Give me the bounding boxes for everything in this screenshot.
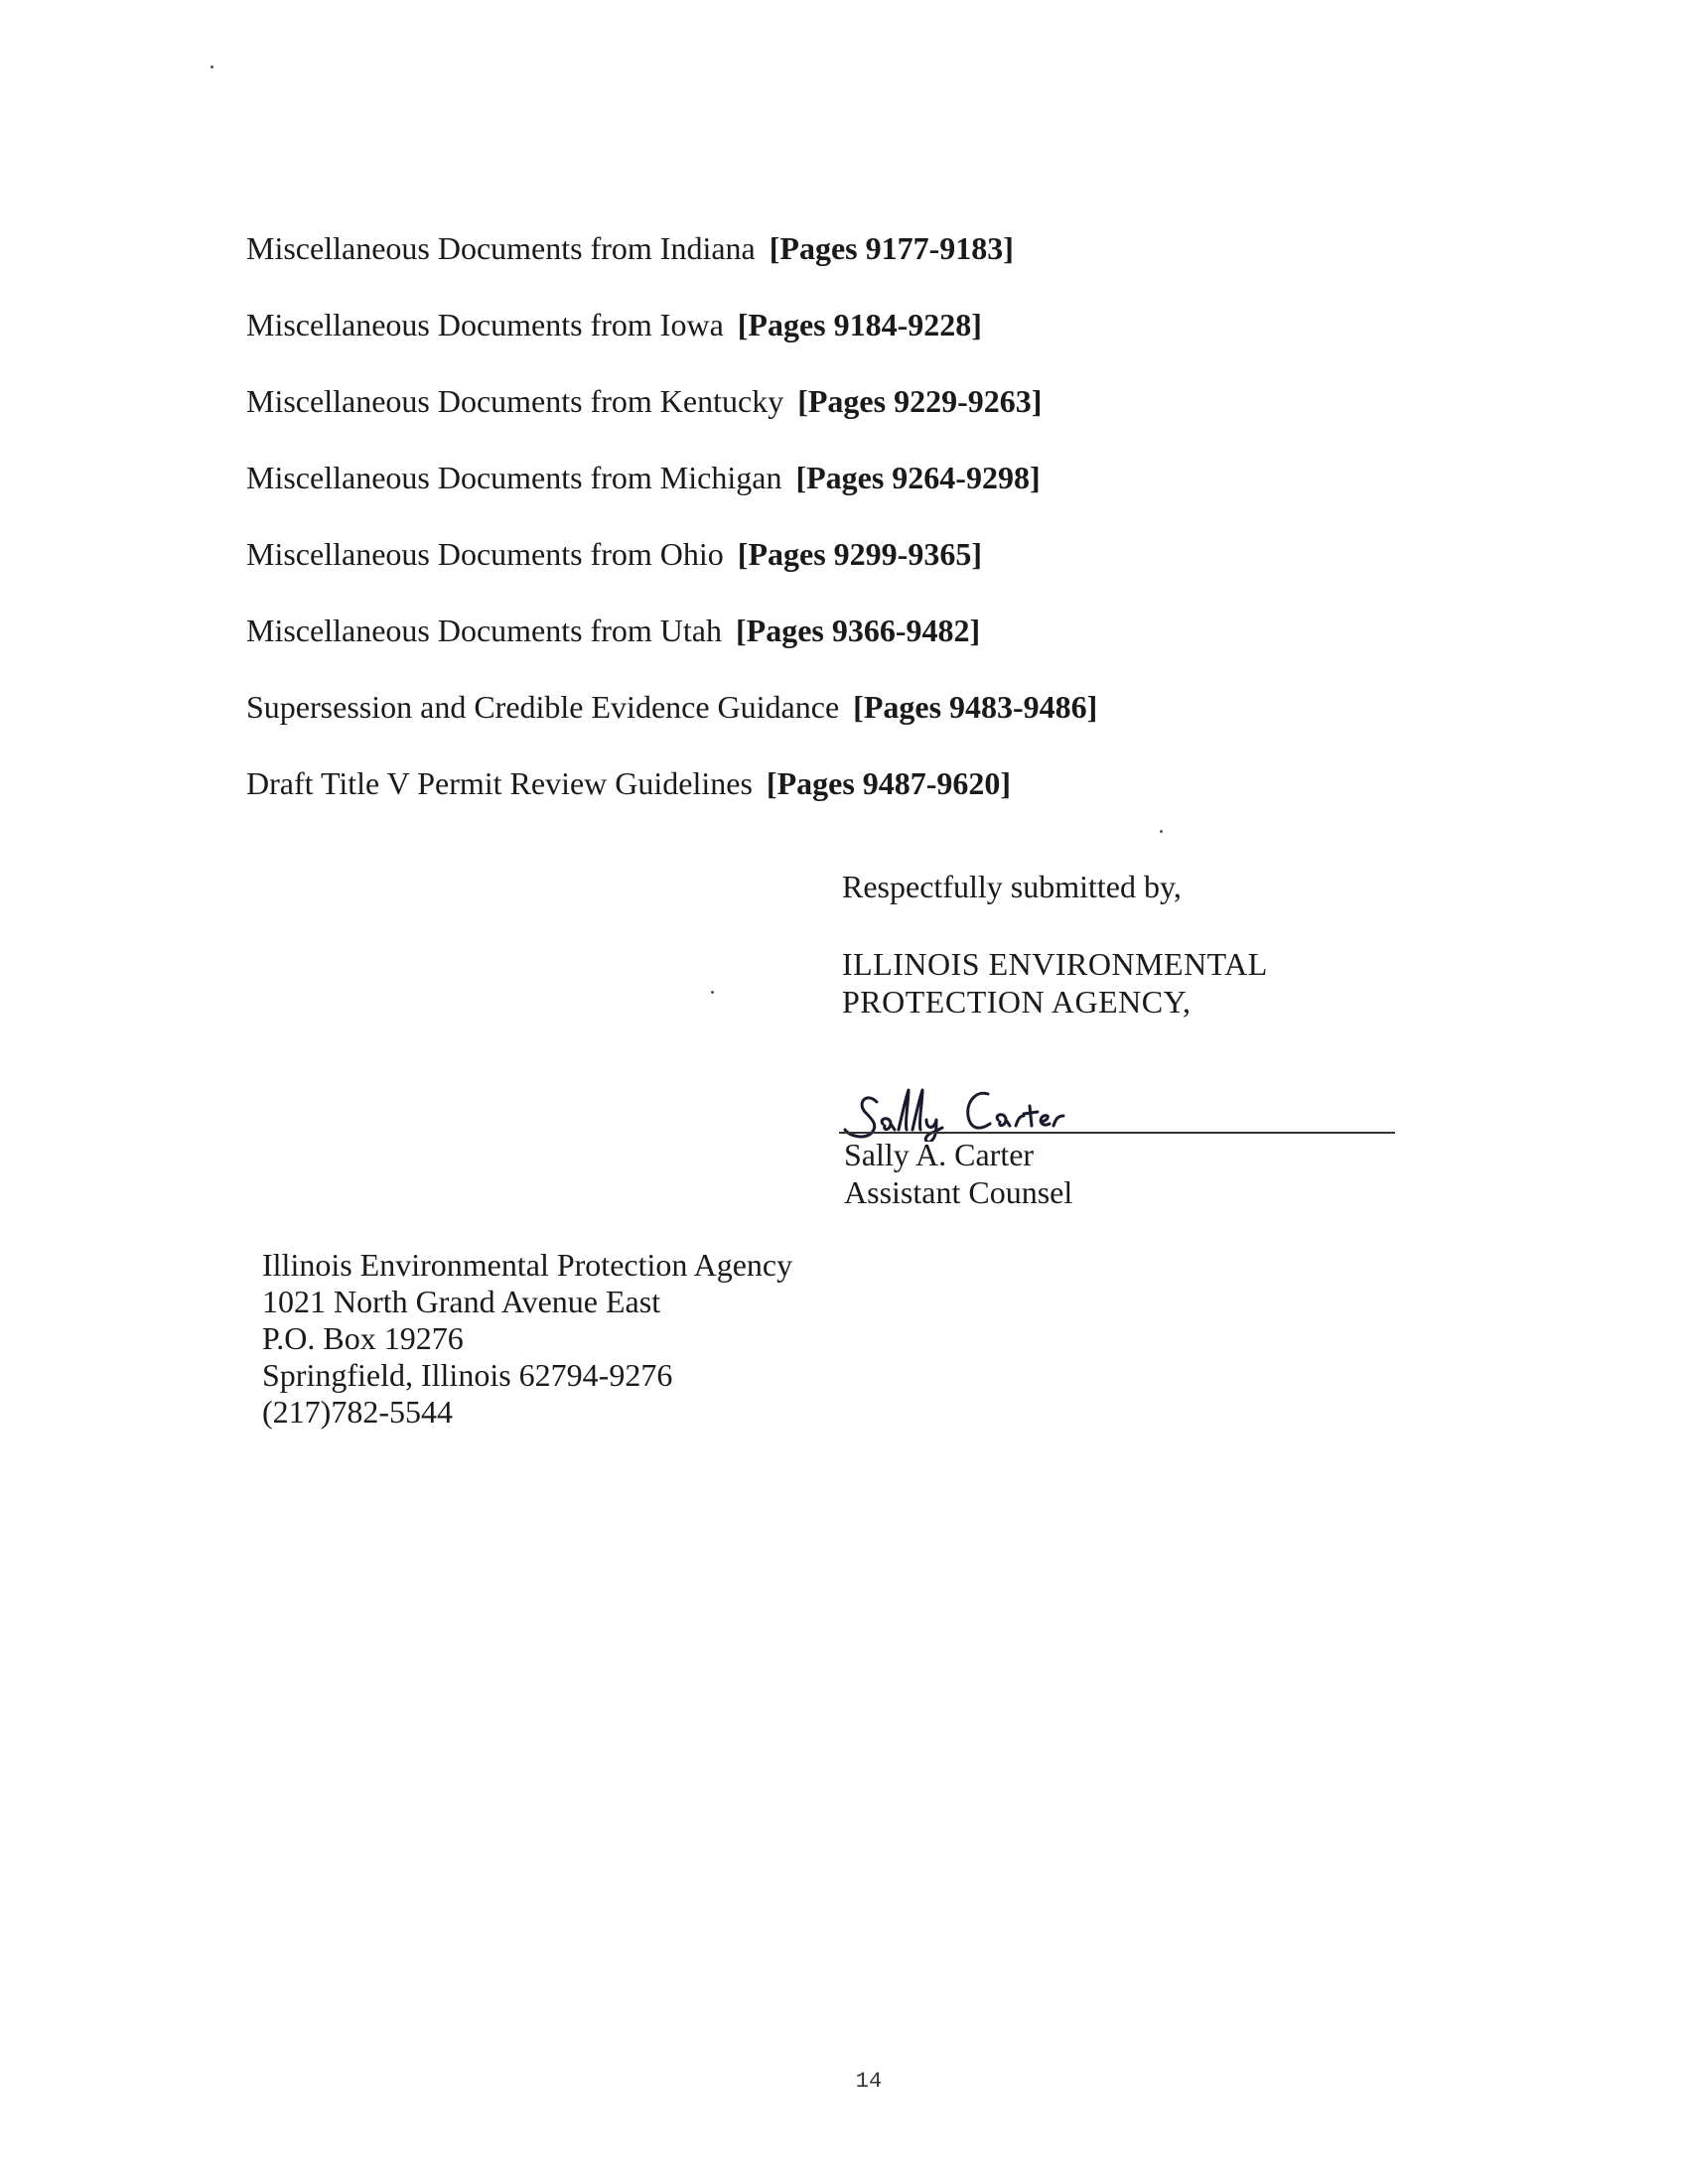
- document-description: Miscellaneous Documents from Indiana: [246, 230, 756, 266]
- scan-speck: [1160, 830, 1163, 833]
- signature-line: [839, 1132, 1395, 1134]
- document-description: Miscellaneous Documents from Michigan: [246, 460, 782, 495]
- page-range: [Pages 9264-9298]: [795, 460, 1041, 495]
- agency-address: [262, 1247, 792, 1431]
- phone-number: (217)782-5544: [262, 1394, 453, 1430]
- document-description: Miscellaneous Documents from Utah: [246, 613, 722, 648]
- list-item: [246, 373, 1097, 450]
- list-item: [246, 297, 1097, 373]
- page-range: [Pages 9229-9263]: [797, 383, 1043, 419]
- page-range: [Pages 9487-9620]: [766, 765, 1012, 801]
- address-line: P.O. Box 19276: [262, 1320, 464, 1356]
- page-number: 14: [855, 2069, 883, 2094]
- document-description: Draft Title V Permit Review Guidelines: [246, 765, 753, 801]
- signer-name: Sally A. Carter: [844, 1137, 1035, 1172]
- list-item: [246, 679, 1097, 755]
- address-line: 1021 North Grand Avenue East: [262, 1284, 661, 1319]
- page-range: [Pages 9184-9228]: [737, 307, 982, 342]
- address-line: Springfield, Illinois 62794-9276: [262, 1357, 673, 1393]
- document-list: [246, 220, 1097, 832]
- list-item: [246, 450, 1097, 526]
- list-item: [246, 603, 1097, 679]
- list-item: [246, 755, 1097, 832]
- address-line: Illinois Environmental Protection Agency: [262, 1247, 793, 1283]
- page-range: [Pages 9366-9482]: [736, 613, 981, 648]
- document-description: Miscellaneous Documents from Kentucky: [246, 383, 784, 419]
- agency-name-line2: PROTECTION AGENCY,: [842, 984, 1192, 1020]
- page-range: [Pages 9177-9183]: [769, 230, 1014, 266]
- list-item: [246, 526, 1097, 603]
- scan-speck: [210, 66, 213, 68]
- signer-title: Assistant Counsel: [844, 1174, 1073, 1210]
- document-description: Supersession and Credible Evidence Guidance: [246, 689, 840, 725]
- page-range: [Pages 9299-9365]: [737, 536, 982, 572]
- list-item: [246, 220, 1097, 297]
- closing-text: Respectfully submitted by,: [842, 869, 1182, 904]
- document-description: Miscellaneous Documents from Iowa: [246, 307, 724, 342]
- page-range: [Pages 9483-9486]: [853, 689, 1098, 725]
- signer-block: [844, 1136, 1072, 1211]
- agency-name-line1: ILLINOIS ENVIRONMENTAL: [842, 946, 1268, 982]
- scan-speck: [711, 991, 714, 994]
- agency-name: [842, 945, 1268, 1021]
- document-description: Miscellaneous Documents from Ohio: [246, 536, 724, 572]
